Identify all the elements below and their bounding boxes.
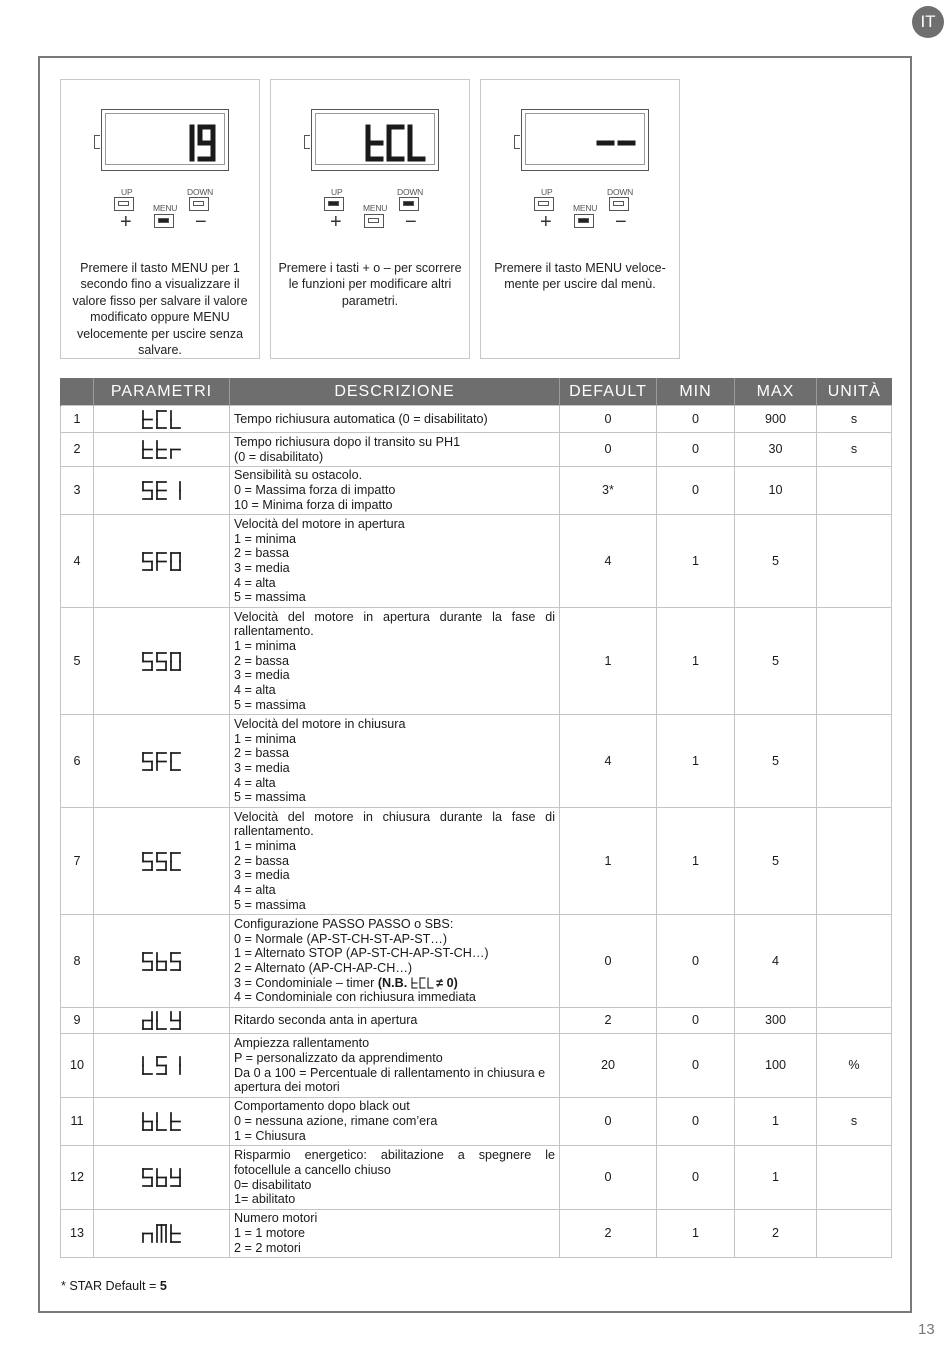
menu-button[interactable] <box>364 214 384 228</box>
unit-value <box>817 608 892 715</box>
row-number: 13 <box>61 1210 94 1258</box>
default-value: 20 <box>560 1034 657 1098</box>
max-value: 4 <box>735 915 817 1008</box>
footnote-value: 5 <box>159 1279 167 1293</box>
table-row <box>61 433 892 467</box>
parameter-code-glyph <box>141 651 182 672</box>
default-value: 2 <box>560 1008 657 1034</box>
min-value: 0 <box>657 1098 735 1146</box>
page-number: 13 <box>918 1321 935 1338</box>
default-value: 0 <box>560 915 657 1008</box>
minus-sign: − <box>195 211 207 233</box>
parameter-code-glyph <box>141 851 182 872</box>
row-number: 8 <box>61 915 94 1008</box>
unit-value: s <box>817 1098 892 1146</box>
parameter-description: Tempo richiusura dopo il transito su PH1 (0 = disabilitato) <box>230 433 560 467</box>
unit-value: s <box>817 433 892 467</box>
down-button[interactable] <box>399 197 419 211</box>
max-value: 5 <box>735 608 817 715</box>
row-number: 6 <box>61 715 94 808</box>
up-label: UP <box>541 187 553 197</box>
header-unita: UNITÀ <box>817 378 892 406</box>
unit-value <box>817 1210 892 1258</box>
lcd-tab <box>94 135 100 149</box>
max-value: 300 <box>735 1008 817 1034</box>
parameter-code-glyph <box>141 951 182 972</box>
footnote-text: * STAR Default = <box>61 1279 160 1293</box>
unit-value <box>817 915 892 1008</box>
row-number: 5 <box>61 608 94 715</box>
parameter-description: Risparmio energetico: abilitazione a spegnere le fotocellule a cancello chiuso 0= disabilitato 1= abilitato <box>230 1146 560 1210</box>
unit-value <box>817 808 892 915</box>
lcd-display <box>101 109 229 171</box>
table-row <box>61 1008 892 1034</box>
timer-suffix: ≠ 0) <box>436 975 458 990</box>
down-button-key <box>403 201 414 206</box>
lcd-screen <box>525 113 645 165</box>
table-row <box>61 608 892 715</box>
header-min: MIN <box>657 378 735 406</box>
header-max: MAX <box>735 378 817 406</box>
unit-value <box>817 715 892 808</box>
parameter-description: Sensibilità su ostacolo. 0 = Massima forza di impatto 10 = Minima forza di impatto <box>230 467 560 515</box>
control-unit-illustration <box>481 80 681 260</box>
parameter-code-glyph <box>141 480 182 501</box>
table-row <box>61 1098 892 1146</box>
parameters-table <box>60 378 892 1258</box>
down-label: DOWN <box>187 187 214 197</box>
parameter-code <box>94 1098 230 1146</box>
description-line: Configurazione PASSO PASSO o SBS: <box>234 916 454 931</box>
table-row <box>61 1210 892 1258</box>
parameter-description: Velocità del motore in apertura durante la fase di rallentamento. 1 = minima 2 = bassa 3 = media 4 = alta 5 = massima <box>230 608 560 715</box>
parameter-code <box>94 1034 230 1098</box>
description-line: 0 = Normale (AP-ST-CH-ST-AP-ST…) <box>234 931 448 946</box>
up-label: UP <box>331 187 343 197</box>
header-parametri: PARAMETRI <box>94 378 230 406</box>
up-button-key <box>328 201 339 206</box>
menu-label: MENU <box>573 203 598 213</box>
description-line: 2 = Alternato (AP-CH-AP-CH…) <box>234 961 413 975</box>
parameter-code-glyph <box>141 1223 182 1244</box>
header-descrizione: DESCRIZIONE <box>230 378 560 406</box>
lcd-readout <box>176 124 216 162</box>
language-badge: IT <box>912 6 944 38</box>
up-button[interactable] <box>324 197 344 211</box>
min-value: 0 <box>657 467 735 515</box>
unit-value: % <box>817 1034 892 1098</box>
header-number <box>61 378 94 406</box>
row-number: 11 <box>61 1098 94 1146</box>
table-row <box>61 515 892 608</box>
table-header-row <box>61 378 892 406</box>
max-value: 1 <box>735 1146 817 1210</box>
lcd-readout <box>365 124 426 162</box>
min-value: 0 <box>657 433 735 467</box>
parameter-description: Numero motori 1 = 1 motore 2 = 2 motori <box>230 1210 560 1258</box>
max-value: 2 <box>735 1210 817 1258</box>
min-value: 1 <box>657 808 735 915</box>
parameter-code <box>94 715 230 808</box>
min-value: 1 <box>657 515 735 608</box>
min-value: 1 <box>657 715 735 808</box>
default-value: 0 <box>560 433 657 467</box>
parameter-code <box>94 1008 230 1034</box>
step-panel-1 <box>60 79 260 359</box>
parameter-code <box>94 467 230 515</box>
max-value: 100 <box>735 1034 817 1098</box>
min-value: 1 <box>657 1210 735 1258</box>
parameter-code-glyph <box>141 1111 182 1132</box>
unit-value: s <box>817 406 892 433</box>
up-button-key <box>118 201 129 206</box>
parameter-code <box>94 406 230 433</box>
min-value: 0 <box>657 406 735 433</box>
minus-sign: − <box>615 211 627 233</box>
up-button[interactable] <box>534 197 554 211</box>
lcd-tab <box>304 135 310 149</box>
description-line <box>234 976 555 991</box>
down-button[interactable] <box>609 197 629 211</box>
parameter-code-glyph <box>141 1167 182 1188</box>
default-value: 0 <box>560 1098 657 1146</box>
max-value: 5 <box>735 715 817 808</box>
step-panel-3 <box>480 79 680 359</box>
down-label: DOWN <box>397 187 424 197</box>
lcd-display <box>521 109 649 171</box>
row-number: 3 <box>61 467 94 515</box>
default-value: 4 <box>560 715 657 808</box>
plus-sign: + <box>540 211 552 233</box>
parameter-code <box>94 433 230 467</box>
parameter-description: Velocità del motore in chiusura durante la fase di rallentamento. 1 = minima 2 = bassa 3 = media 4 = alta 5 = massima <box>230 808 560 915</box>
max-value: 5 <box>735 515 817 608</box>
step-caption: Premere i tasti + o – per scorrere le funzioni per modificare altri parametri. <box>278 261 462 308</box>
row-number: 1 <box>61 406 94 433</box>
parameter-description: Comportamento dopo black out 0 = nessuna azione, rimane com’era 1 = Chiusura <box>230 1098 560 1146</box>
parameter-code <box>94 515 230 608</box>
parameter-description: Tempo richiusura automatica (0 = disabilitato) <box>230 406 560 433</box>
step-panel-2 <box>270 79 470 359</box>
default-value: 1 <box>560 608 657 715</box>
menu-button-key <box>578 218 589 223</box>
menu-button[interactable] <box>154 214 174 228</box>
down-label: DOWN <box>607 187 634 197</box>
parameter-code <box>94 1210 230 1258</box>
table-row <box>61 1146 892 1210</box>
unit-value <box>817 467 892 515</box>
min-value: 0 <box>657 915 735 1008</box>
plus-sign: + <box>120 211 132 233</box>
parameter-code <box>94 915 230 1008</box>
description-line: 1 = Alternato STOP (AP-ST-CH-AP-ST-CH…) <box>234 946 489 961</box>
menu-button[interactable] <box>574 214 594 228</box>
table-row <box>61 915 892 1008</box>
down-button-key <box>193 201 204 206</box>
row-number: 9 <box>61 1008 94 1034</box>
up-button[interactable] <box>114 197 134 211</box>
default-value: 0 <box>560 406 657 433</box>
row-number: 10 <box>61 1034 94 1098</box>
max-value: 5 <box>735 808 817 915</box>
timer-prefix: 3 = Condominiale – timer <box>234 975 378 990</box>
default-value: 1 <box>560 808 657 915</box>
parameter-description: Ampiezza rallentamento P = personalizzato da apprendimento Da 0 a 100 = Percentuale di rallentamento in chiusura e apertura dei motori <box>230 1034 560 1098</box>
control-unit-illustration <box>271 80 471 260</box>
lcd-screen <box>105 113 225 165</box>
table-row <box>61 467 892 515</box>
control-unit-illustration <box>61 80 261 260</box>
lcd-tab <box>514 135 520 149</box>
plus-sign: + <box>330 211 342 233</box>
minus-sign: − <box>405 211 417 233</box>
parameter-code <box>94 808 230 915</box>
menu-button-key <box>158 218 169 223</box>
min-value: 0 <box>657 1146 735 1210</box>
header-default: DEFAULT <box>560 378 657 406</box>
table-row <box>61 406 892 433</box>
parameter-description: Velocità del motore in apertura 1 = minima 2 = bassa 3 = media 4 = alta 5 = massima <box>230 515 560 608</box>
step-caption: Premere il tasto MENU per 1 secondo fino a visualizzare il valore fisso per salvare il valore modificato oppure MENU velocemente per uscire senza salvare. <box>72 261 248 358</box>
parameter-code-glyph <box>141 751 182 772</box>
min-value: 1 <box>657 608 735 715</box>
default-value: 4 <box>560 515 657 608</box>
parameter-code <box>94 608 230 715</box>
unit-value <box>817 1008 892 1034</box>
min-value: 0 <box>657 1034 735 1098</box>
max-value: 30 <box>735 433 817 467</box>
max-value: 900 <box>735 406 817 433</box>
unit-value <box>817 515 892 608</box>
unit-value <box>817 1146 892 1210</box>
row-number: 12 <box>61 1146 94 1210</box>
table-row <box>61 808 892 915</box>
menu-label: MENU <box>153 203 178 213</box>
lcd-readout <box>596 124 636 162</box>
table-row <box>61 715 892 808</box>
default-value: 0 <box>560 1146 657 1210</box>
lcd-display <box>311 109 439 171</box>
parameter-description: Ritardo seconda anta in apertura <box>230 1008 560 1034</box>
min-value: 0 <box>657 1008 735 1034</box>
row-number: 7 <box>61 808 94 915</box>
step-caption: Premere il tasto MENU veloce-mente per uscire dal menù. <box>494 261 666 292</box>
parameter-description: Velocità del motore in chiusura 1 = minima 2 = bassa 3 = media 4 = alta 5 = massima <box>230 715 560 808</box>
up-button-key <box>538 201 549 206</box>
default-value: 2 <box>560 1210 657 1258</box>
parameter-code <box>94 1146 230 1210</box>
parameter-code-glyph <box>141 1055 182 1076</box>
down-button[interactable] <box>189 197 209 211</box>
parameter-code-glyph <box>141 551 182 572</box>
default-value: 3* <box>560 467 657 515</box>
parameter-code-glyph <box>141 439 182 460</box>
timer-note: (N.B. <box>377 975 408 990</box>
menu-label: MENU <box>363 203 388 213</box>
up-label: UP <box>121 187 133 197</box>
max-value: 1 <box>735 1098 817 1146</box>
footnote <box>61 1279 167 1293</box>
down-button-key <box>613 201 624 206</box>
menu-button-key <box>368 218 379 223</box>
description-line: 4 = Condominiale con richiusura immediata <box>234 990 476 1005</box>
parameter-code-glyph <box>141 409 182 430</box>
max-value: 10 <box>735 467 817 515</box>
row-number: 2 <box>61 433 94 467</box>
parameter-description <box>230 915 560 1008</box>
table-row <box>61 1034 892 1098</box>
lcd-screen <box>315 113 435 165</box>
row-number: 4 <box>61 515 94 608</box>
parameter-code-glyph <box>141 1010 182 1031</box>
inline-code-glyph <box>411 977 434 989</box>
